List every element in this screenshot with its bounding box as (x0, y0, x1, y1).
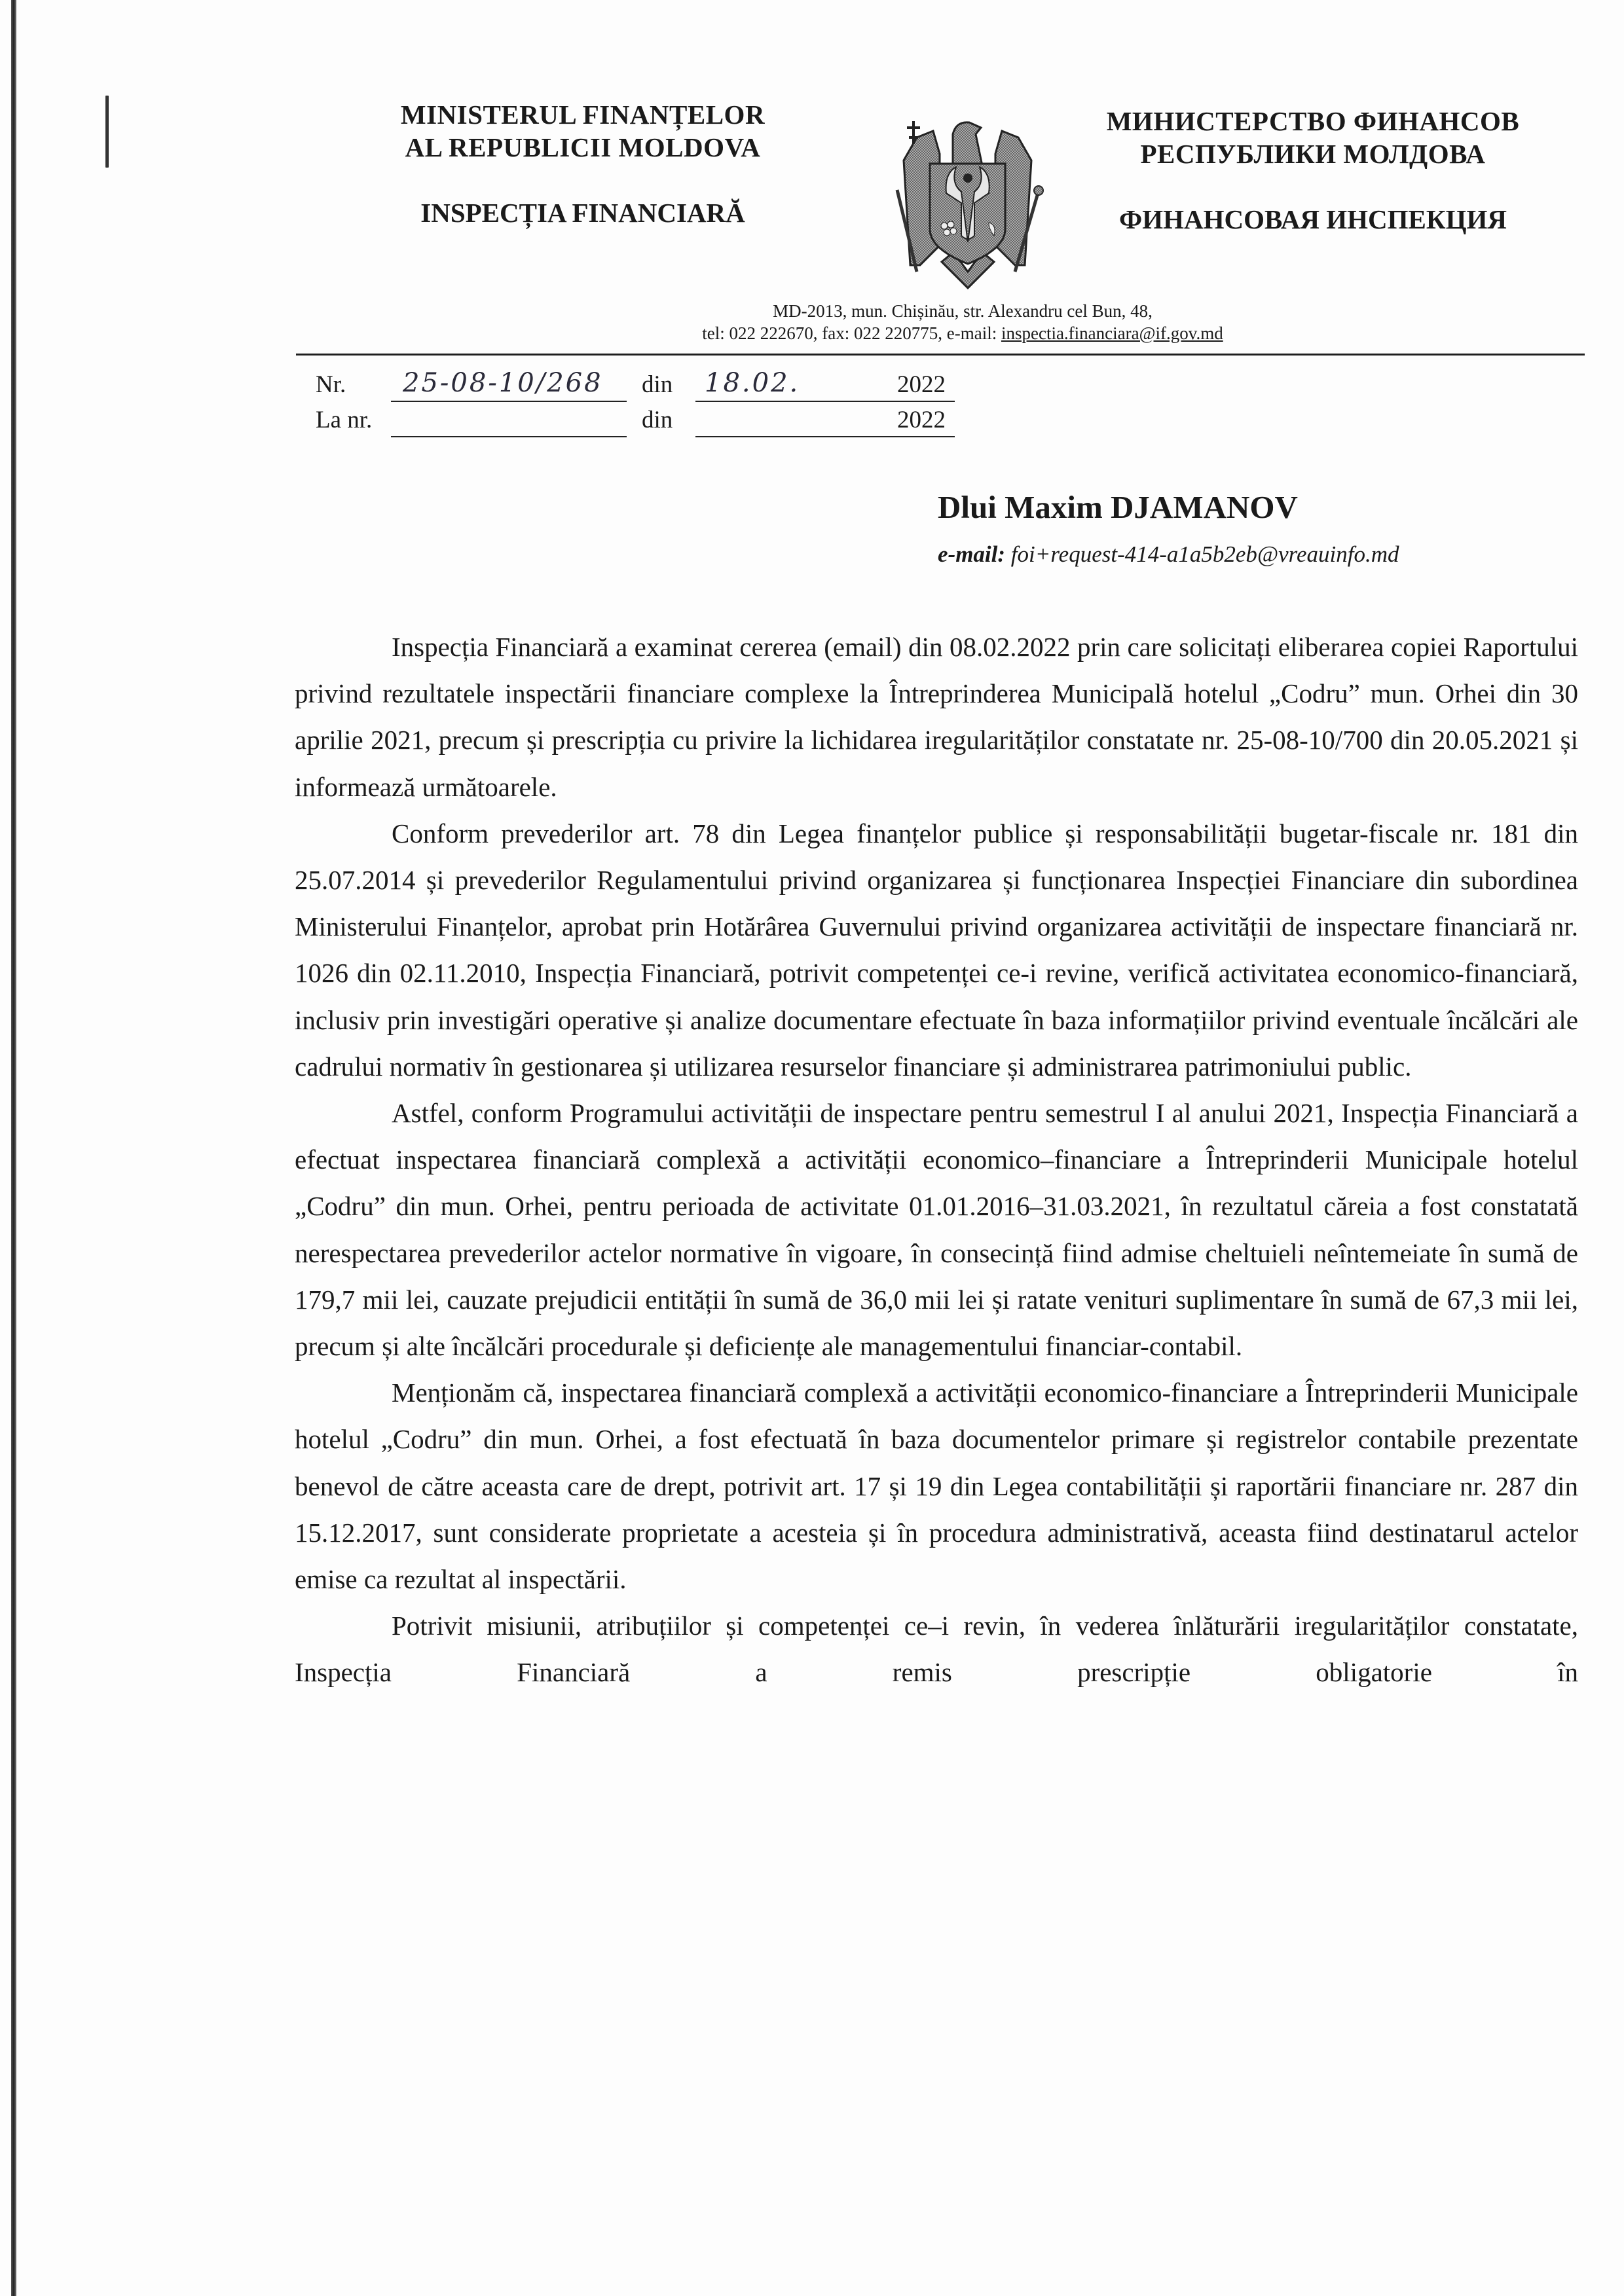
recipient-block (938, 488, 1399, 569)
din-label: din (642, 371, 673, 398)
body-paragraph: Conform prevederilor art. 78 din Legea finanțelor publice și responsabilității bugetar-fiscale nr. 181 din 25.07.2014 și prevederilor Regulamentului privind organizarea și funcționarea Inspecției Financiare din subordinea Ministerului Finanțelor, aprobat prin Hotărârea Guvernului privind organizarea activității de inspectare financiară nr. 1026 din 02.11.2010, Inspecția Financiară, potrivit competenței ce-i revine, verifică activitatea economico-financiară, inclusiv prin investigări operative și analize documentare efectuate în baza informațiilor privind eventuale încălcări ale cadrului normativ în gestionarea și utilizarea resurselor financiare și administrarea patrimoniului public. (295, 818, 1578, 1082)
reference-number-field (391, 367, 627, 402)
body-paragraph: Inspecția Financiară a examinat cererea (email) din 08.02.2022 prin care solicitați eliberarea copiei Raportului privind rezultatele inspectării financiare complexe la Întreprinderea Municipală hotelul „Codru” mun. Orhei din 30 aprilie 2021, precum și prescripția cu privire la lichidarea iregularităților constatate nr. 25-08-10/700 din 20.05.2021 și informează următoarele. (295, 632, 1578, 802)
handwritten-reference-number: 25-08-10/268 (403, 368, 603, 398)
department-name-ru: ФИНАНСОВАЯ ИНСПЕКЦИЯ (1119, 204, 1507, 234)
letterhead-russian (1087, 105, 1539, 236)
recipient-email[interactable]: foi+request-414-a1a5b2eb@vreauinfo.md (1010, 541, 1399, 567)
ministry-name-ru-line2: РЕСПУБЛИКИ МОЛДОВА (1140, 139, 1486, 169)
contact-phones: tel: 022 222670, fax: 022 220775, e-mail: (702, 323, 1001, 343)
la-din-label: din (642, 407, 673, 433)
body-paragraph: Potrivit misiunii, atribuțiilor și competenței ce–i revin, în vederea înlăturării iregularităților constatate, Inspecția Financiară a remis prescripție obligatorie în (295, 1611, 1578, 1688)
handwritten-reference-date: 18.02. (705, 368, 800, 398)
recipient-email-line (938, 540, 1399, 569)
email-label: e-mail: (938, 541, 1006, 567)
reference-year: 2022 (897, 371, 946, 398)
recipient-name: Dlui Maxim DJAMANOV (938, 489, 1298, 525)
reference-date-field (695, 367, 955, 402)
body-paragraph: Astfel, conform Programului activității de inspectare pentru semestrul I al anului 2021, Inspecția Financiară a efectuat inspectarea financiară complexă a activității economico–financiare a Întreprinderii Municipale hotelul „Codru” din mun. Orhei, pentru perioada de activitate 01.01.2016–31.03.2021, în rezultatul căreia a fost constatată nerespectarea prevederilor actelor normative în vigoare, în consecință fiind admise cheltuieli neîntemeiate în sumă de 179,7 mii lei, cauzate prejudicii entității în sumă de 36,0 mii lei și ratate venituri suplimentare în sumă de 67,3 mii lei, precum și alte încălcări procedurale și deficiențe ale managementului financiar-contabil. (295, 1098, 1578, 1362)
coat-of-arms-icon (884, 108, 1051, 295)
nr-label: Nr. (316, 371, 346, 398)
ministry-name-line1: MINISTERUL FINANȚELOR (400, 100, 766, 130)
incoming-year: 2022 (897, 407, 946, 433)
institution-address (458, 300, 1467, 344)
department-name: INSPECȚIA FINANCIARĂ (420, 198, 745, 228)
institution-email-link[interactable]: inspectia.financiara@if.gov.md (1001, 323, 1223, 343)
body-paragraph: Menționăm că, inspectarea financiară complexă a activității economico-financiare a Întreprinderii Municipale hotelul „Codru” din mun. Orhei, a fost efectuată în baza documentelor primare și registrelor contabile prezentate benevol de către aceasta care de drept, potrivit art. 17 și 19 din Legea contabilității și raportării financiare nr. 287 din 15.12.2017, sunt considerate proprietate a acesteia și în procedura administrativă, aceasta fiind destinatarul actelor emise ca rezultat al inspectării. (295, 1377, 1578, 1595)
la-nr-label: La nr. (316, 407, 373, 433)
letterhead-romanian (393, 98, 773, 229)
incoming-number-field (391, 402, 627, 437)
address-line: MD-2013, mun. Chișinău, str. Alexandru cel Bun, 48, (773, 301, 1153, 321)
incoming-date-field (695, 402, 955, 437)
letterhead-divider (296, 354, 1585, 355)
scan-edge (11, 0, 16, 2296)
ministry-name-ru-line1: МИНИСТЕРСТВО ФИНАНСОВ (1106, 106, 1520, 136)
ministry-name-line2: AL REPUBLICII MOLDOVA (405, 132, 761, 162)
margin-mark (105, 96, 109, 168)
letter-body (295, 624, 1578, 1696)
contact-line (458, 322, 1467, 344)
